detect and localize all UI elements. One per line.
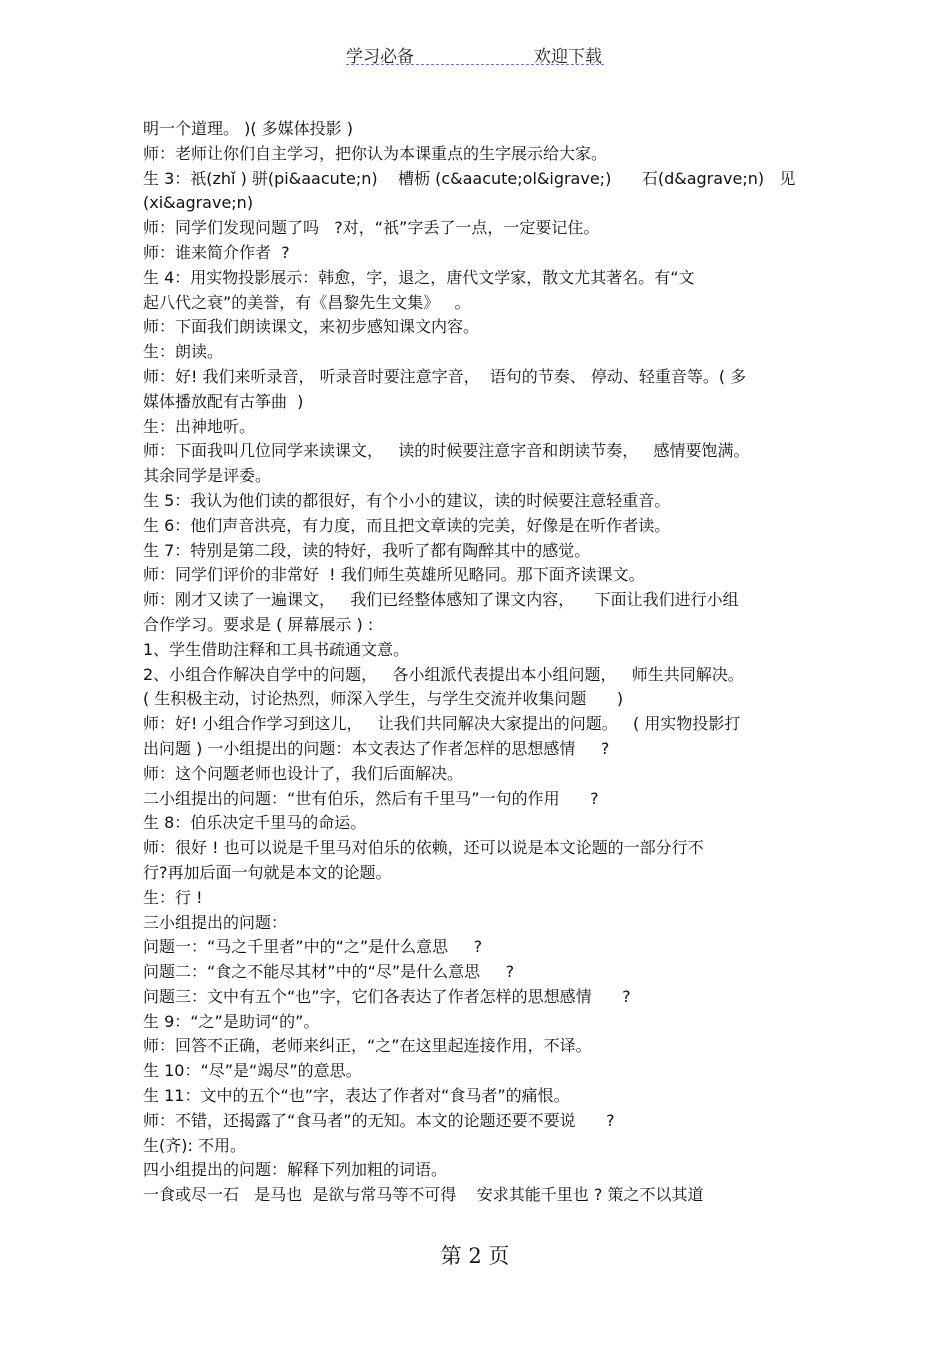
text-line: 问题二：“食之不能尽其材”中的“尽”是什么意思 ? <box>143 962 515 982</box>
text-line: 行?再加后面一句就是本文的论题。 <box>143 862 392 882</box>
text-line: 师：不错，还揭露了“食马者”的无知。本文的论题还要不要说 ? <box>143 1110 615 1130</box>
text-line: 生 8：伯乐决定千里马的命运。 <box>143 813 367 833</box>
text-line: ( 生积极主动，讨论热烈，师深入学生，与学生交流并收集问题 ) <box>143 689 624 709</box>
text-line: 师：老师让你们自主学习，把你认为本课重点的生字展示给大家。 <box>143 143 608 163</box>
page-header <box>346 40 604 66</box>
text-line: 二小组提出的问题：“世有伯乐，然后有千里马”一句的作用 ? <box>143 788 599 808</box>
text-line: 师：下面我叫几位同学来读课文， 读的时候要注意字音和朗读节奏， 感情要饱满。 <box>143 441 750 461</box>
text-line: 2、小组合作解决自学中的问题， 各小组派代表提出本小组问题， 师生共同解决。 <box>143 664 744 684</box>
text-line: 生 7：特别是第二段，读的特好，我听了都有陶醉其中的感觉。 <box>143 540 591 560</box>
text-line: 师：同学们发现问题了吗 ?对，“祇”字丢了一点，一定要记住。 <box>143 218 600 238</box>
text-line: 生 3：祇(zhǐ ) 骈(pi&aacute;n) 槽枥 (c&aacute;ol&igrave;) 石(d&agrave;n) 见 <box>143 168 796 188</box>
text-line: 生(齐): 不用。 <box>143 1135 246 1155</box>
text-line: 1、学生借助注释和工具书疏通文意。 <box>143 639 410 659</box>
text-line: 生 10：“尽”是“竭尽”的意思。 <box>143 1061 362 1081</box>
text-line: 合作学习。要求是 ( 屏幕展示 ) : <box>143 614 374 634</box>
text-line: 师：下面我们朗读课文，来初步感知课文内容。 <box>143 317 480 337</box>
text-line: 师：好! 小组合作学习到这儿， 让我们共同解决大家提出的问题。 ( 用实物投影打 <box>143 714 741 734</box>
text-line: (xi&agrave;n) <box>143 193 254 213</box>
text-line: 明一个道理。 )( 多媒体投影 ) <box>143 119 353 138</box>
text-line: 生：朗读。 <box>143 342 224 362</box>
text-line: 师：好! 我们来听录音， 听录音时要注意字音， 语句的节奏、 停动、轻重音等。( 多 <box>143 366 747 386</box>
text-line: 四小组提出的问题：解释下列加粗的词语。 <box>143 1160 448 1180</box>
text-line: 生 6：他们声音洪亮，有力度，而且把文章读的完美，好像是在听作者读。 <box>143 515 671 535</box>
text-line: 起八代之衰”的美誉，有《昌黎先生文集》 。 <box>143 292 471 312</box>
text-line: 媒体播放配有古筝曲 ) <box>143 391 304 411</box>
text-line: 师：很好 ! 也可以说是千里马对伯乐的依赖，还可以说是本文论题的一部分行不 <box>143 838 704 858</box>
text-line: 师：回答不正确，老师来纠正，“之”在这里起连接作用，不译。 <box>143 1036 592 1056</box>
text-line: 三小组提出的问题： <box>143 912 288 932</box>
text-line: 师：刚才又读了一遍课文， 我们已经整体感知了课文内容， 下面让我们进行小组 <box>143 590 739 610</box>
text-line: 生 4：用实物投影展示：韩愈，字，退之，唐代文学家，散文尤其著名。有“文 <box>143 267 695 287</box>
text-line: 问题三：文中有五个“也”字，它们各表达了作者怎样的思想感情 ? <box>143 986 631 1006</box>
page-number: 第 2 页 <box>440 1244 510 1268</box>
header-right-text: 欢迎下载 <box>534 47 602 67</box>
text-line: 问题一：“马之千里者”中的“之”是什么意思 ? <box>143 937 483 957</box>
text-line: 生 11：文中的五个“也”字，表达了作者对“食马者”的痛恨。 <box>143 1086 570 1106</box>
text-line: 生：出神地听。 <box>143 416 256 436</box>
header-left-text: 学习必备 <box>346 47 414 67</box>
text-line: 生：行 ! <box>143 887 203 907</box>
header-dashed-rule <box>346 64 604 65</box>
text-line: 出问题 ) 一小组提出的问题：本文表达了作者怎样的思想感情 ? <box>143 738 610 758</box>
text-line: 师：这个问题老师也设计了，我们后面解决。 <box>143 763 464 783</box>
text-line: 生 9：“之”是助词“的”。 <box>143 1011 320 1031</box>
text-line: 一食或尽一石 是马也 是欲与常马等不可得 安求其能千里也 ? 策之不以其道 <box>143 1185 704 1205</box>
text-line: 生 5：我认为他们读的都很好，有个小小的建议，读的时候要注意轻重音。 <box>143 490 671 510</box>
text-line: 师：谁来简介作者 ? <box>143 242 290 262</box>
text-line: 其余同学是评委。 <box>143 466 272 486</box>
document-body <box>143 117 808 1208</box>
text-line: 师：同学们评价的非常好 ! 我们师生英雄所见略同。那下面齐读课文。 <box>143 565 645 585</box>
